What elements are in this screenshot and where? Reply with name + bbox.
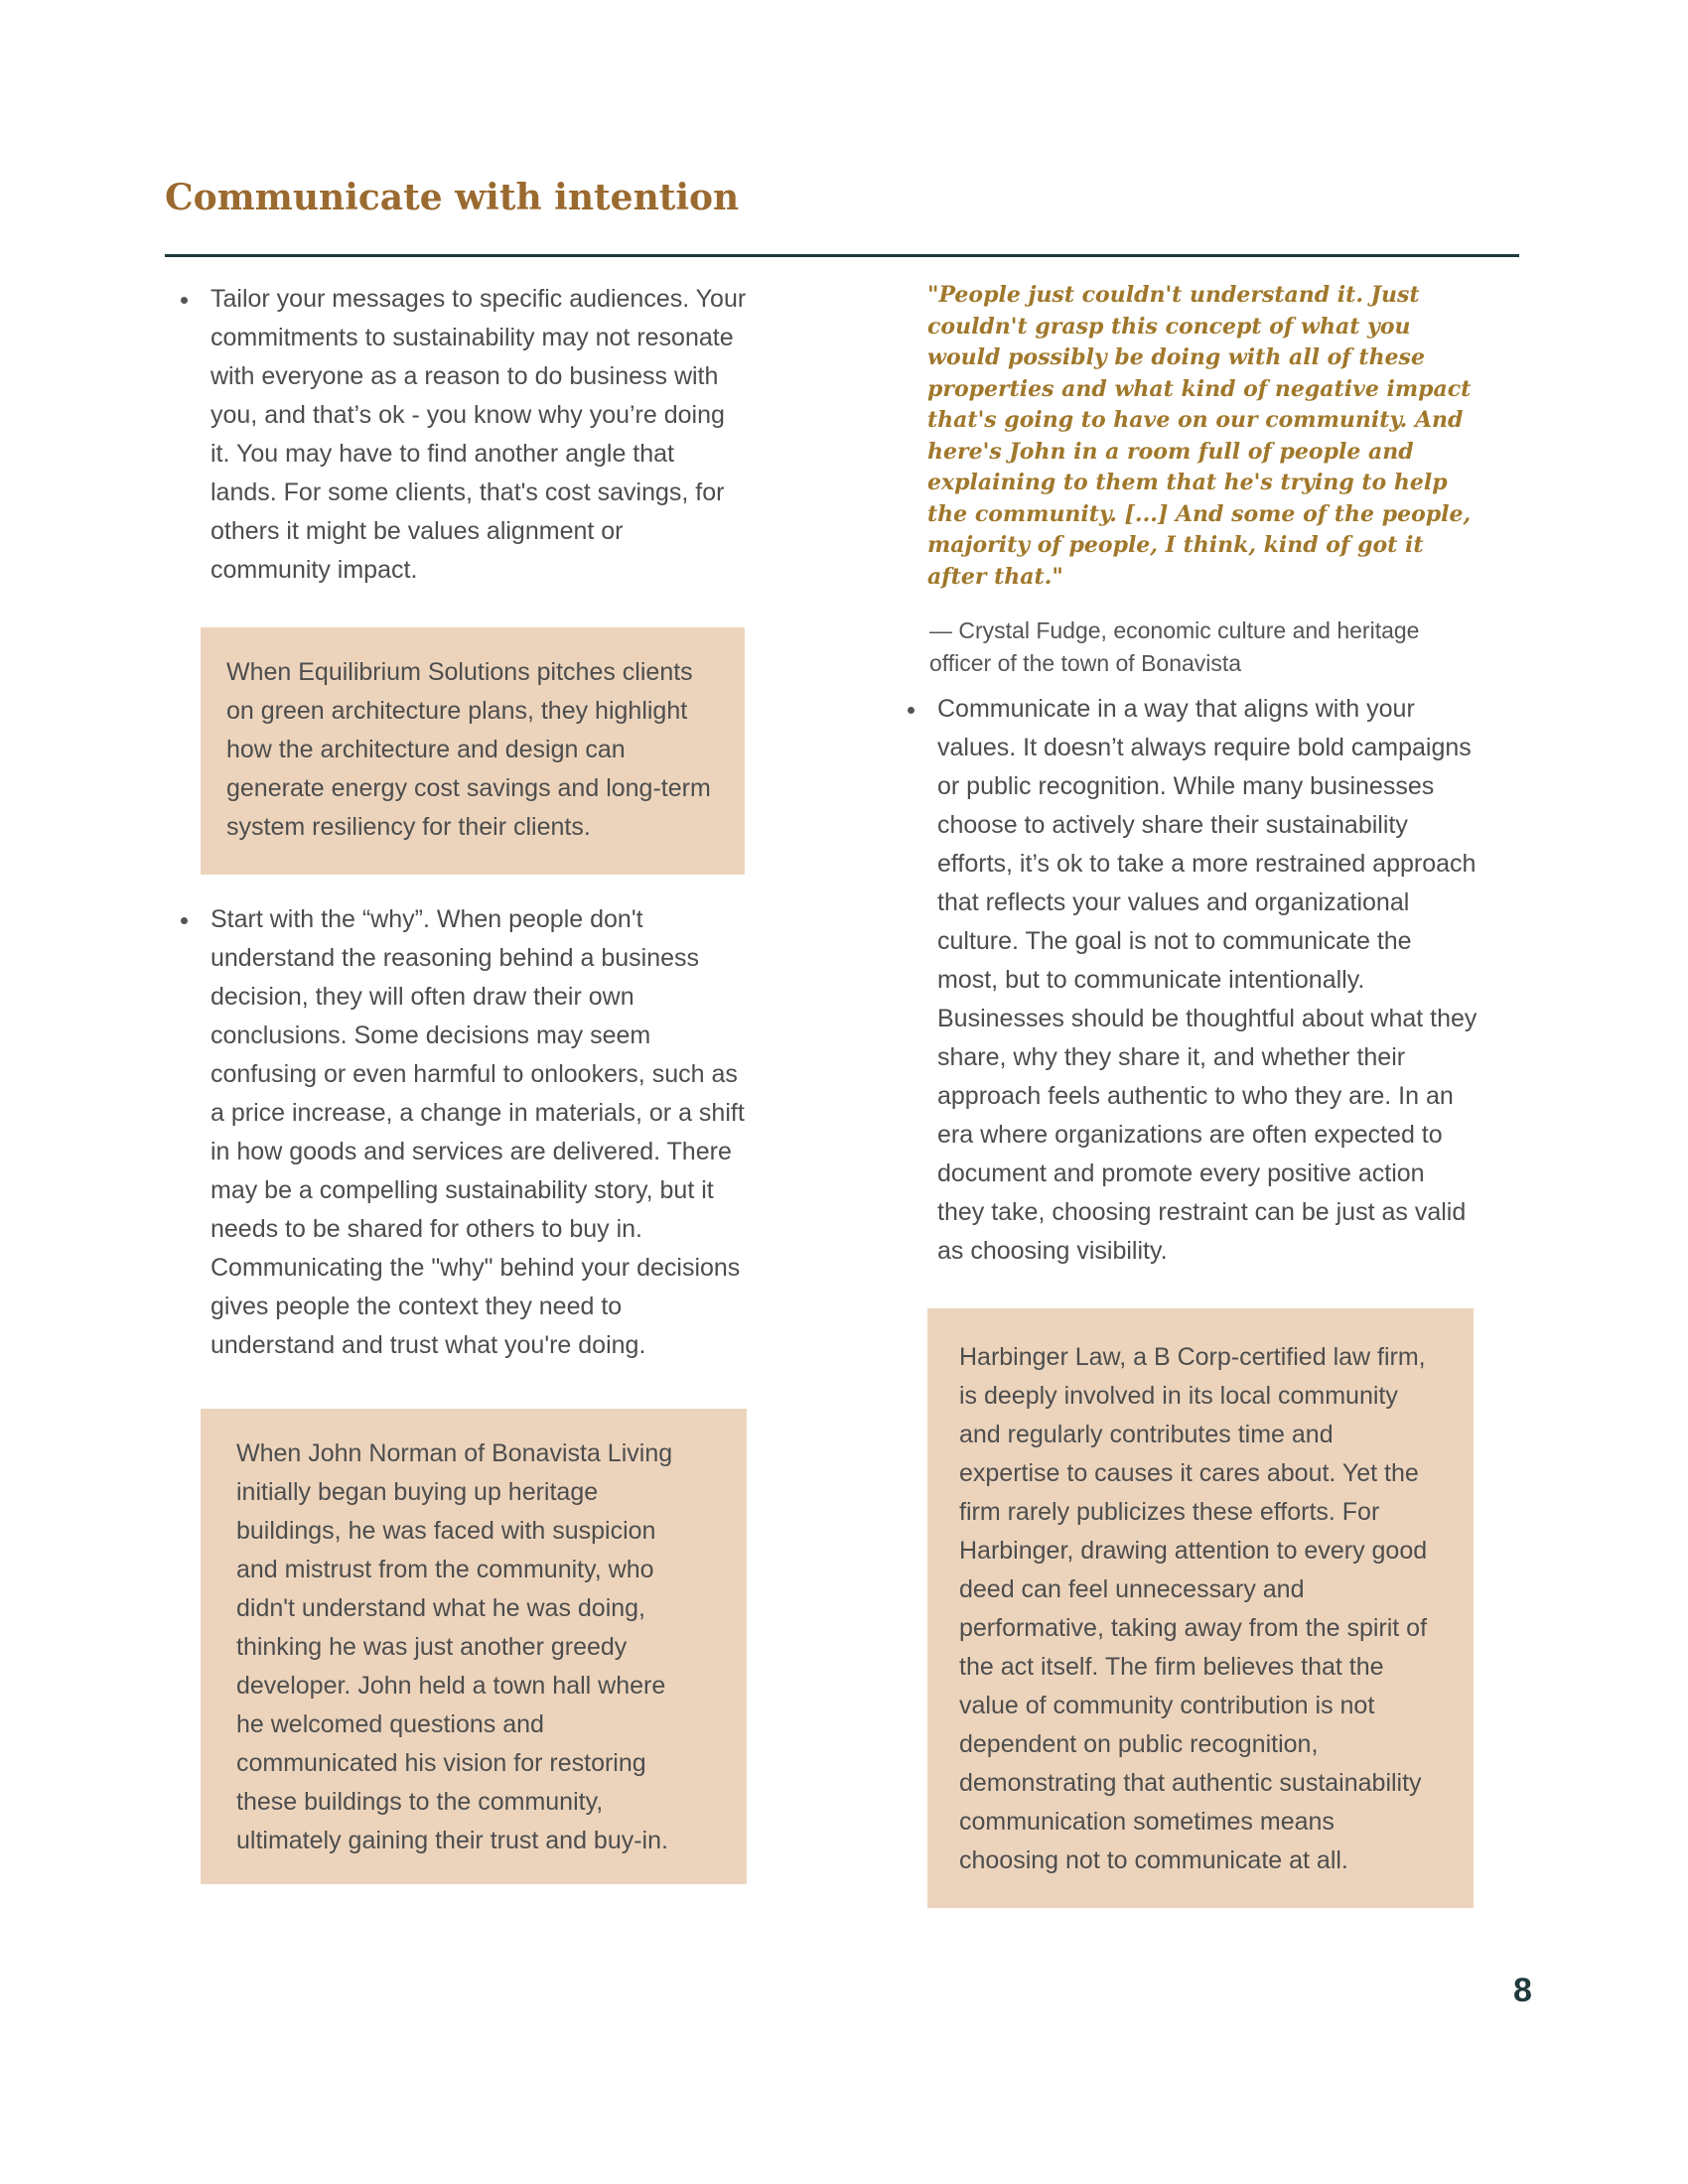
- example-text-harbinger: Harbinger Law, a B Corp-certified law firm, is deeply involved in its local community and regularly contributes time and expertise to causes it cares about. Yet the firm rarely publicizes these efforts. For Harbinger, drawing attention to every good deed can feel unnecessary and performative, taking away from the spirit of the act itself. The firm believes that the value of community contribution is not dependent on public recognition, demonstrating that authentic sustainability communication sometimes means choosing not to communicate at all.: [959, 1343, 1428, 1874]
- bullet-tailor-messages: Tailor your messages to specific audiences. Your commitments to sustainability may not resonate with everyone as a reason to do business with you, and that’s ok - you know why you’re doing it. You may have to find another angle that lands. For some clients, that's cost savings, for others it might be values alignment or community impact.: [171, 280, 747, 590]
- pull-quote: "People just couldn't understand it. Just couldn't grasp this concept of what you would possibly be doing with all of these properties and what kind of negative impact that's going to have on our community. And here's John in a room full of people and explaining to them that he's trying to help the community. [...] And some of the people, majority of people, I think, kind of got it after that.": [927, 282, 1472, 590]
- section-heading: Communicate with intention: [165, 177, 740, 218]
- bullet-communicate-values: Communicate in a way that aligns with your values. It doesn’t always require bold campaigns or public recognition. While many businesses choose to actively share their sustainability efforts, it’s ok to take a more restrained approach that reflects your values and organizational culture. The goal is not to communicate the most, but to communicate intentionally. Businesses should be thoughtful about what they share, why they share it, and whether their approach feels authentic to who they are. In an era where organizations are often expected to document and promote every positive action they take, choosing restraint can be just as valid as choosing visibility.: [898, 690, 1477, 1271]
- example-text-bonavista: When John Norman of Bonavista Living initially began buying up heritage buildings, he was faced with suspicion and mistrust from the community, who didn't understand what he was doing, thinking he was just another greedy developer. John held a town hall where he welcomed questions and communicated his vision for restoring these buildings to the community, ultimately gaining their trust and buy-in.: [236, 1439, 673, 1854]
- page-number: 8: [1513, 1972, 1532, 2009]
- example-box-harbinger: [927, 1308, 1474, 1908]
- quote-attribution: — Crystal Fudge, economic culture and heritage officer of the town of Bonavista: [929, 617, 1420, 676]
- example-box-equilibrium: [201, 627, 745, 875]
- bullet-start-with-why: Start with the “why”. When people don't understand the reasoning behind a business decision, they will often draw their own conclusions. Some decisions may seem confusing or even harmful to onlookers, such as a price increase, a change in materials, or a shift in how goods and services are delivered. There may be a compelling sustainability story, but it needs to be shared for others to buy in. Communicating the "why" behind your decisions gives people the context they need to understand and trust what you're doing.: [171, 900, 747, 1365]
- right-column: [898, 280, 1477, 1908]
- heading-divider: [165, 254, 1519, 257]
- example-text-equilibrium: When Equilibrium Solutions pitches clients on green architecture plans, they highlight how the architecture and design can generate energy cost savings and long-term system resiliency for their clients.: [226, 658, 711, 841]
- example-box-bonavista: [201, 1409, 747, 1884]
- left-column: [171, 280, 747, 1884]
